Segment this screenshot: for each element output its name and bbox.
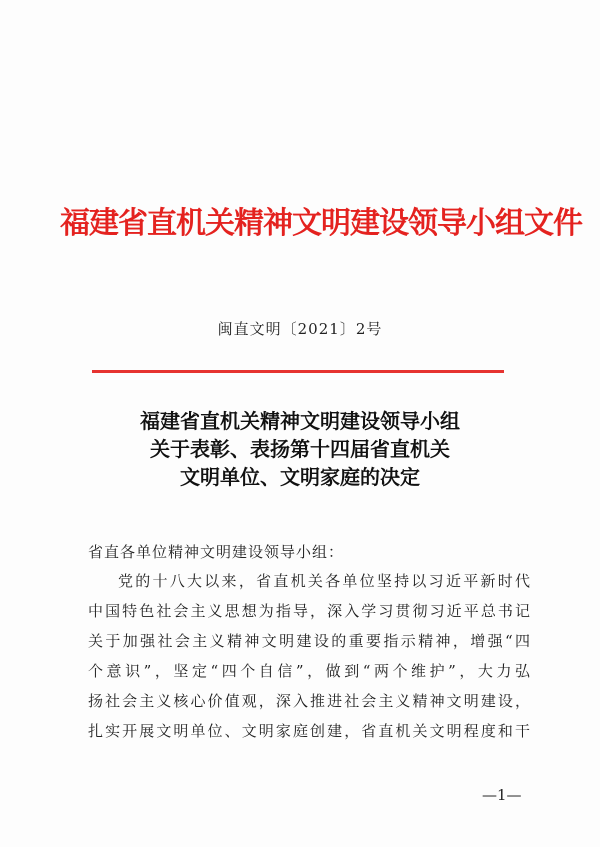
document-number: 闽直文明〔2021〕2号 bbox=[217, 320, 383, 338]
body-line-5: 扬社会主义核心价值观，深入推进社会主义精神文明建设， bbox=[88, 692, 530, 710]
document-title bbox=[0, 407, 600, 491]
document-header: 福建省直机关精神文明建设领导小组文件 bbox=[60, 206, 582, 241]
title-line-3: 文明单位、文明家庭的决定 bbox=[180, 465, 420, 489]
body-line-1: 党的十八大以来，省直机关各单位坚持以习近平新时代 bbox=[118, 572, 530, 590]
title-line-1: 福建省直机关精神文明建设领导小组 bbox=[140, 409, 460, 433]
body-line-3: 关于加强社会主义精神文明建设的重要指示精神，增强“四 bbox=[88, 632, 530, 650]
body-line-4: 个意识”，坚定“四个自信”，做到“两个维护”，大力弘 bbox=[88, 662, 530, 680]
addressee: 省直各单位精神文明建设领导小组： bbox=[88, 543, 345, 561]
body-line-6: 扎实开展文明单位、文明家庭创建，省直机关文明程度和干 bbox=[88, 722, 530, 740]
title-line-2: 关于表彰、表扬第十四届省直机关 bbox=[150, 437, 450, 461]
body-paragraph bbox=[88, 566, 530, 746]
red-divider-line bbox=[92, 370, 504, 373]
body-line-2: 中国特色社会主义思想为指导，深入学习贯彻习近平总书记 bbox=[88, 602, 530, 620]
page-number: —1— bbox=[482, 786, 522, 804]
